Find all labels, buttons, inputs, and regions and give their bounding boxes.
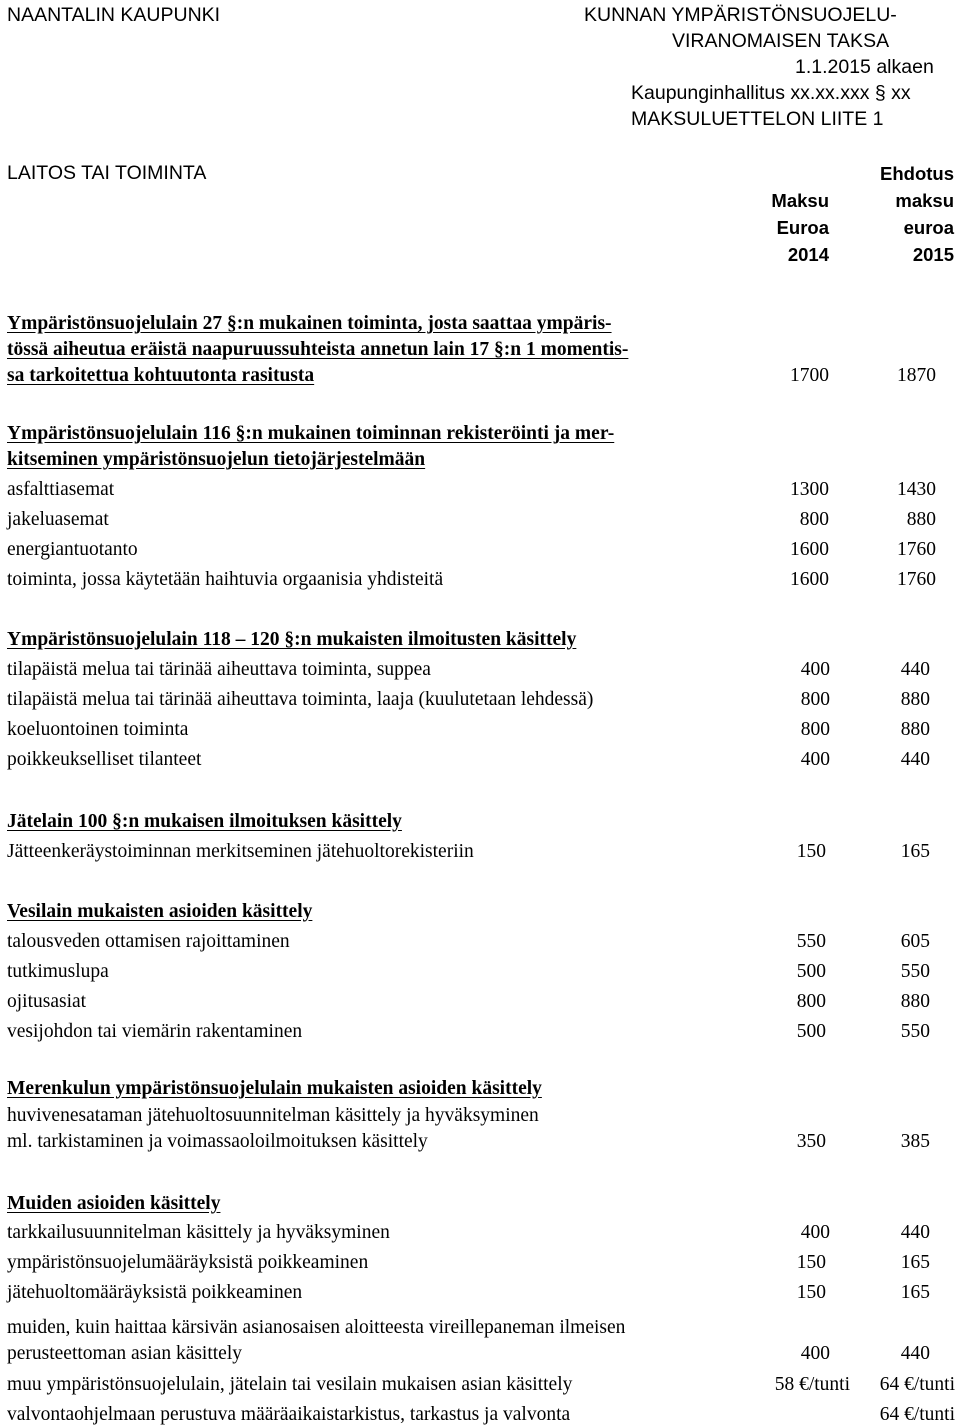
fee-row-label: poikkeukselliset tilanteet [7,749,202,770]
fee-2014: 1600 [790,569,829,590]
fee-row-label: perusteettoman asian käsittely [7,1343,243,1364]
fee-2014: 550 [796,931,826,952]
fee-2014: 150 [796,1252,826,1273]
fee-2015: 440 [900,1343,930,1364]
municipality-name: NAANTALIN KAUPUNKI [7,4,221,26]
section-title: Ympäristönsuojelulain 118 – 120 §:n mukaisten ilmoitusten käsittely [7,629,577,650]
fee-2014: 350 [796,1131,826,1152]
fee-row-label: tutkimuslupa [7,961,109,982]
fee-2014: 800 [800,719,830,740]
heading-line: 1.1.2015 alkaen [795,56,934,78]
fee-2014: 58 €/tunti [774,1374,850,1395]
section-title-line: Ympäristönsuojelulain 27 §:n mukainen toiminta, josta saattaa ympäris- [7,313,612,334]
fee-row-label: tilapäistä melua tai tärinää aiheuttava toiminta, laaja (kuulutetaan lehdessä) [7,689,594,710]
fee-2014: 400 [800,749,830,770]
fee-2015: 1430 [897,479,936,500]
fee-2014: 500 [796,1021,826,1042]
heading-line: MAKSULUETTELON LIITE 1 [631,108,884,130]
fee-row-label: ml. tarkistaminen ja voimassaoloilmoituksen käsittely [7,1131,428,1152]
section-title: Jätelain 100 §:n mukaisen ilmoituksen käsittely [7,811,402,832]
fee-2014: 800 [800,689,830,710]
fee-row-label: koeluontoinen toiminta [7,719,189,740]
column-header-line: maksu [895,190,954,211]
fee-2015: 550 [900,1021,930,1042]
section-title-line: kitseminen ympäristönsuojelun tietojärjestelmään [7,449,426,470]
fee-2015: 880 [900,991,930,1012]
column-header-line: 2015 [912,244,954,265]
section-title-line: sa tarkoitettua kohtuutonta rasitusta [7,365,315,386]
fee-2015: 64 €/tunti [879,1404,955,1425]
heading-line: KUNNAN YMPÄRISTÖNSUOJELU- [584,4,897,26]
fee-row-label: muiden, kuin haittaa kärsivän asianosaisen aloitteesta vireillepaneman ilmeisen [7,1317,626,1338]
section-title: Vesilain mukaisten asioiden käsittely [7,901,313,922]
fee-row-label: valvontaohjelmaan perustuva määräaikaistarkistus, tarkastus ja valvonta [7,1404,571,1425]
fee-2015: 605 [900,931,930,952]
column-header-line: Ehdotus [880,163,954,184]
fee-row-label: asfalttiasemat [7,479,115,500]
fee-row-label: ympäristönsuojelumääräyksistä poikkeaminen [7,1252,369,1273]
column-header-line: Euroa [776,217,829,238]
fee-row-label: talousveden ottamisen rajoittaminen [7,931,290,952]
fee-2014: 800 [796,991,826,1012]
fee-row-label: jätehuoltomääräyksistä poikkeaminen [7,1282,303,1303]
fee-row-label: Jätteenkeräystoiminnan merkitseminen jätehuoltorekisteriin [7,841,474,862]
fee-2014: 400 [800,1343,830,1364]
fee-2015: 385 [900,1131,930,1152]
fee-2015: 880 [906,509,936,530]
heading-line: Kaupunginhallitus xx.xx.xxx § xx [631,82,911,104]
section-title: Merenkulun ympäristönsuojelulain mukaisten asioiden käsittely [7,1078,542,1099]
fee-2015: 1760 [897,539,936,560]
fee-2015: 1760 [897,569,936,590]
column-header-line: 2014 [787,244,829,265]
fee-2015: 165 [900,1252,930,1273]
fee-row-label: jakeluasemat [7,509,109,530]
fee-2014: 500 [796,961,826,982]
fee-row-label: muu ympäristönsuojelulain, jätelain tai vesilain mukaisen asian käsittely [7,1374,573,1395]
fee-2015: 165 [900,1282,930,1303]
fee-2015: 880 [900,689,930,710]
activity-column-header: LAITOS TAI TOIMINTA [7,162,207,184]
section-title-line: Ympäristönsuojelulain 116 §:n mukainen toiminnan rekisteröinti ja mer- [7,423,615,444]
heading-line: VIRANOMAISEN TAKSA [672,30,890,52]
fee-2015: 440 [900,659,930,680]
fee-2015: 550 [900,961,930,982]
fee-2015: 165 [900,841,930,862]
column-header-line: Maksu [771,190,829,211]
fee-2014: 150 [796,841,826,862]
fee-row-label: energiantuotanto [7,539,138,560]
fee-row-label: ojitusasiat [7,991,87,1012]
fee-row-label: huvivenesataman jätehuoltosuunnitelman käsittely ja hyväksyminen [7,1105,539,1126]
fee-2015: 880 [900,719,930,740]
fee-2014: 800 [799,509,829,530]
fee-row-label: tarkkailusuunnitelman käsittely ja hyväksyminen [7,1222,390,1243]
section-title: Muiden asioiden käsittely [7,1193,221,1214]
fee-2015: 1870 [897,365,936,386]
fee-row-label: tilapäistä melua tai tärinää aiheuttava toiminta, suppea [7,659,431,680]
fee-2014: 1600 [790,539,829,560]
column-header-line: euroa [903,217,954,238]
fee-2015: 64 €/tunti [879,1374,955,1395]
fee-2015: 440 [900,749,930,770]
fee-row-label: toiminta, jossa käytetään haihtuvia orgaanisia yhdisteitä [7,569,444,590]
fee-2014: 400 [800,1222,830,1243]
fee-2014: 1700 [790,365,829,386]
fee-2014: 150 [796,1282,826,1303]
fee-2014: 1300 [790,479,829,500]
fee-row-label: vesijohdon tai viemärin rakentaminen [7,1021,303,1042]
fee-2015: 440 [900,1222,930,1243]
fee-2014: 400 [800,659,830,680]
section-title-line: tössä aiheutua eräistä naapuruussuhteista annetun lain 17 §:n 1 momentis- [7,339,629,360]
